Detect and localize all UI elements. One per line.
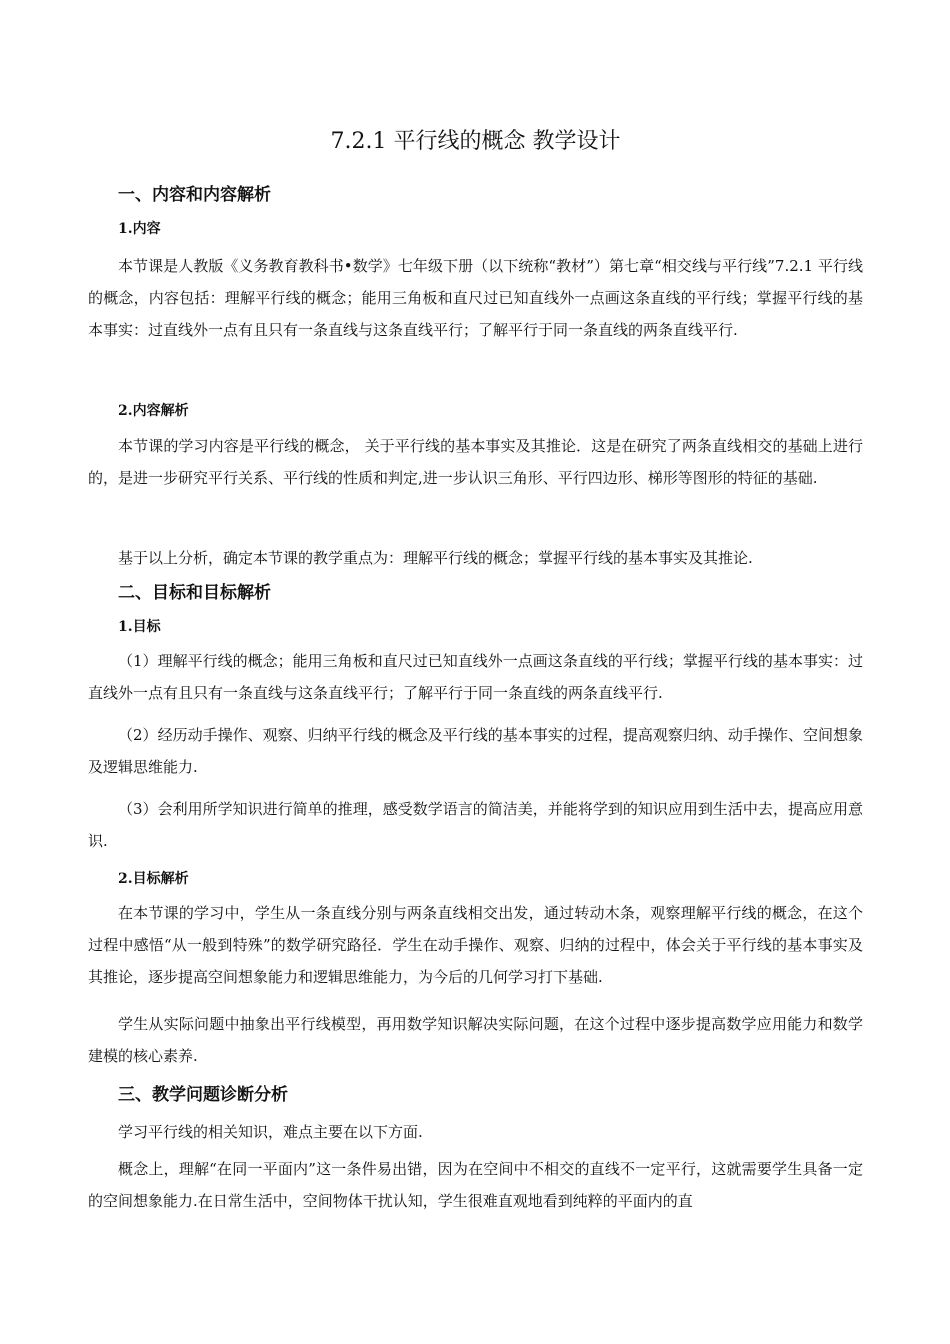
section-heading-content: 一、内容和内容解析 — [118, 185, 271, 205]
paragraph-goal-2: （2）经历动手操作、观察、归纳平行线的概念及平行线的基本事实的过程，提高观察归纳、动手操作、空间想象及逻辑思维能力. — [88, 726, 863, 776]
paragraph-goals-analysis-1: 在本节课的学习中，学生从一条直线分别与两条直线相交出发，通过转动木条，观察理解平行线的概念，在这个过程中感悟“从一般到特殊”的数学研究路径．学生在动手操作、观察、归纳的过程中，体会关于平行线的基本事实及其推论，逐步提高空间想象能力和逻辑思维能力，为今后的几何学习打下基础. — [88, 904, 863, 986]
paragraph-teaching-focus: 基于以上分析，确定本节课的教学重点为：理解平行线的概念；掌握平行线的基本事实及其推论. — [118, 549, 753, 567]
paragraph-content: 本节课是人教版《义务教育教科书•数学》七年级下册（以下统称“教材”）第七章“相交线与平行线”7.2.1 平行线的概念，内容包括：理解平行线的概念；能用三角板和直尺过已知直线外一点画这条直线的平行线；掌握平行线的基本事实：过直线外一点有且只有一条直线与这条直线平行；了解平行于同一条直线的两条直线平行. — [88, 257, 863, 339]
paragraph-diagnosis-1: 学习平行线的相关知识，难点主要在以下方面. — [118, 1123, 423, 1141]
document-title: 7.2.1 平行线的概念 教学设计 — [330, 129, 621, 154]
section-heading-goals: 二、目标和目标解析 — [118, 583, 271, 603]
paragraph-diagnosis-2: 概念上，理解“在同一平面内”这一条件易出错，因为在空间中不相交的直线不一定平行，这就需要学生具备一定的空间想象能力.在日常生活中，空间物体干扰认知，学生很难直观地看到纯粹的平面内的直 — [88, 1160, 863, 1210]
paragraph-goals-analysis-2: 学生从实际问题中抽象出平行线模型，再用数学知识解决实际问题，在这个过程中逐步提高数学应用能力和数学建模的核心素养. — [88, 1015, 863, 1065]
paragraph-goal-3: （3）会利用所学知识进行简单的推理，感受数学语言的简洁美，并能将学到的知识应用到生活中去，提高应用意识. — [88, 800, 863, 850]
paragraph-content-analysis: 本节课的学习内容是平行线的概念， 关于平行线的基本事实及其推论．这是在研究了两条直线相交的基础上进行的，是进一步研究平行关系、平行线的性质和判定,进一步认识三角形、平行四边形、梯形等图形的特征的基础. — [88, 437, 863, 487]
subheading-content: 1.内容 — [118, 221, 161, 237]
section-heading-diagnosis: 三、教学问题诊断分析 — [118, 1085, 288, 1105]
subheading-goals-analysis: 2.目标解析 — [118, 871, 189, 887]
subheading-goals: 1.目标 — [118, 619, 161, 635]
subheading-content-analysis: 2.内容解析 — [118, 403, 189, 419]
paragraph-goal-1: （1）理解平行线的概念；能用三角板和直尺过已知直线外一点画这条直线的平行线；掌握平行线的基本事实：过直线外一点有且只有一条直线与这条直线平行；了解平行于同一条直线的两条直线平行. — [88, 652, 863, 702]
